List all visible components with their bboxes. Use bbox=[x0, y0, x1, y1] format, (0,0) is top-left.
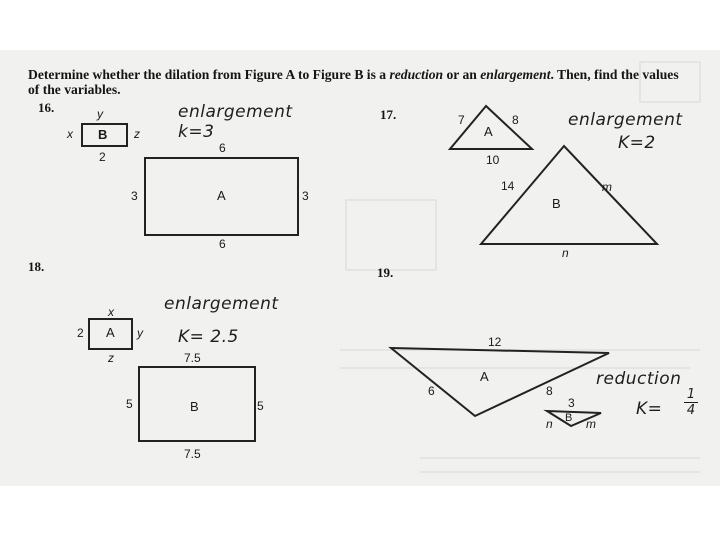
p18-answer-k: K= 2.5 bbox=[178, 327, 239, 347]
p19-label-figure-b: B bbox=[565, 412, 573, 424]
p19-answer-type: reduction bbox=[596, 369, 682, 389]
p18-label-figure-b: B bbox=[190, 399, 199, 414]
p16-label-a-bottom: 6 bbox=[219, 237, 226, 251]
p17-label-b-left: 14 bbox=[501, 179, 515, 193]
instructions-text-2: or an bbox=[443, 67, 481, 82]
p19-label-b-top: 3 bbox=[568, 396, 575, 410]
p17-label-b-right: m bbox=[602, 180, 612, 194]
p17-figure-b bbox=[481, 146, 657, 244]
p16-label-y: y bbox=[97, 107, 103, 121]
p18-label-b-right: 5 bbox=[257, 399, 264, 413]
instructions-enlargement: enlargement bbox=[480, 67, 551, 82]
p17-label-b-bottom: n bbox=[562, 246, 569, 260]
problem-number-17: 17. bbox=[380, 107, 397, 122]
p17-answer-type: enlargement bbox=[568, 110, 683, 130]
p19-answer-k-numerator: 1 bbox=[686, 387, 696, 402]
instructions-text-3: . Then, find the values of the variables. bbox=[28, 67, 679, 97]
instructions-reduction: reduction bbox=[389, 67, 444, 82]
p19-label-a-left: 6 bbox=[428, 384, 435, 398]
p18-label-b-left: 5 bbox=[126, 397, 133, 411]
p17-label-a-left: 7 bbox=[458, 113, 465, 127]
p19-label-figure-a: A bbox=[480, 369, 489, 384]
p17-label-figure-b: B bbox=[552, 196, 561, 211]
p19-label-b-left: n bbox=[546, 417, 553, 431]
p16-label-a-top: 6 bbox=[219, 141, 226, 155]
problem-number-16: 16. bbox=[38, 100, 55, 115]
p19-label-a-right: 8 bbox=[546, 384, 553, 398]
p16-label-a-right: 3 bbox=[302, 189, 309, 203]
problem-number-18: 18. bbox=[28, 259, 45, 274]
p19-answer-k-denominator: 4 bbox=[686, 403, 696, 418]
p17-label-figure-a: A bbox=[484, 124, 493, 139]
p18-label-a-left: 2 bbox=[77, 326, 84, 340]
p16-label-b-bottom: 2 bbox=[99, 150, 106, 164]
p17-answer-k: K=2 bbox=[618, 133, 656, 153]
problem-number-19: 19. bbox=[377, 265, 394, 280]
p16-label-figure-b: B bbox=[98, 127, 108, 142]
p18-label-figure-a: A bbox=[106, 325, 115, 340]
worksheet-page bbox=[0, 50, 720, 486]
p19-label-a-top: 12 bbox=[488, 335, 502, 349]
p19-answer-k-fraction bbox=[684, 388, 698, 417]
p18-answer-type: enlargement bbox=[164, 294, 279, 314]
p16-answer-k: k=3 bbox=[178, 122, 215, 142]
p19-figure-a bbox=[391, 348, 609, 416]
p16-label-z: z bbox=[134, 127, 140, 141]
p18-label-y: y bbox=[137, 326, 143, 340]
p16-label-figure-a: A bbox=[217, 188, 226, 203]
instructions bbox=[28, 67, 688, 97]
p19-answer-k-prefix: K= bbox=[636, 399, 663, 419]
p19-label-b-right: m bbox=[586, 417, 596, 431]
p18-label-x: x bbox=[108, 305, 114, 319]
p16-label-x: x bbox=[67, 127, 73, 141]
p18-label-z: z bbox=[108, 351, 114, 365]
p16-answer-type: enlargement bbox=[178, 102, 293, 122]
p17-label-a-right: 8 bbox=[512, 113, 519, 127]
p16-label-a-left: 3 bbox=[131, 189, 138, 203]
p18-label-b-bottom: 7.5 bbox=[184, 447, 201, 461]
p18-label-b-top: 7.5 bbox=[184, 351, 201, 365]
p17-label-a-bottom: 10 bbox=[486, 153, 500, 167]
instructions-text: Determine whether the dilation from Figure A to Figure B is a bbox=[28, 67, 390, 82]
